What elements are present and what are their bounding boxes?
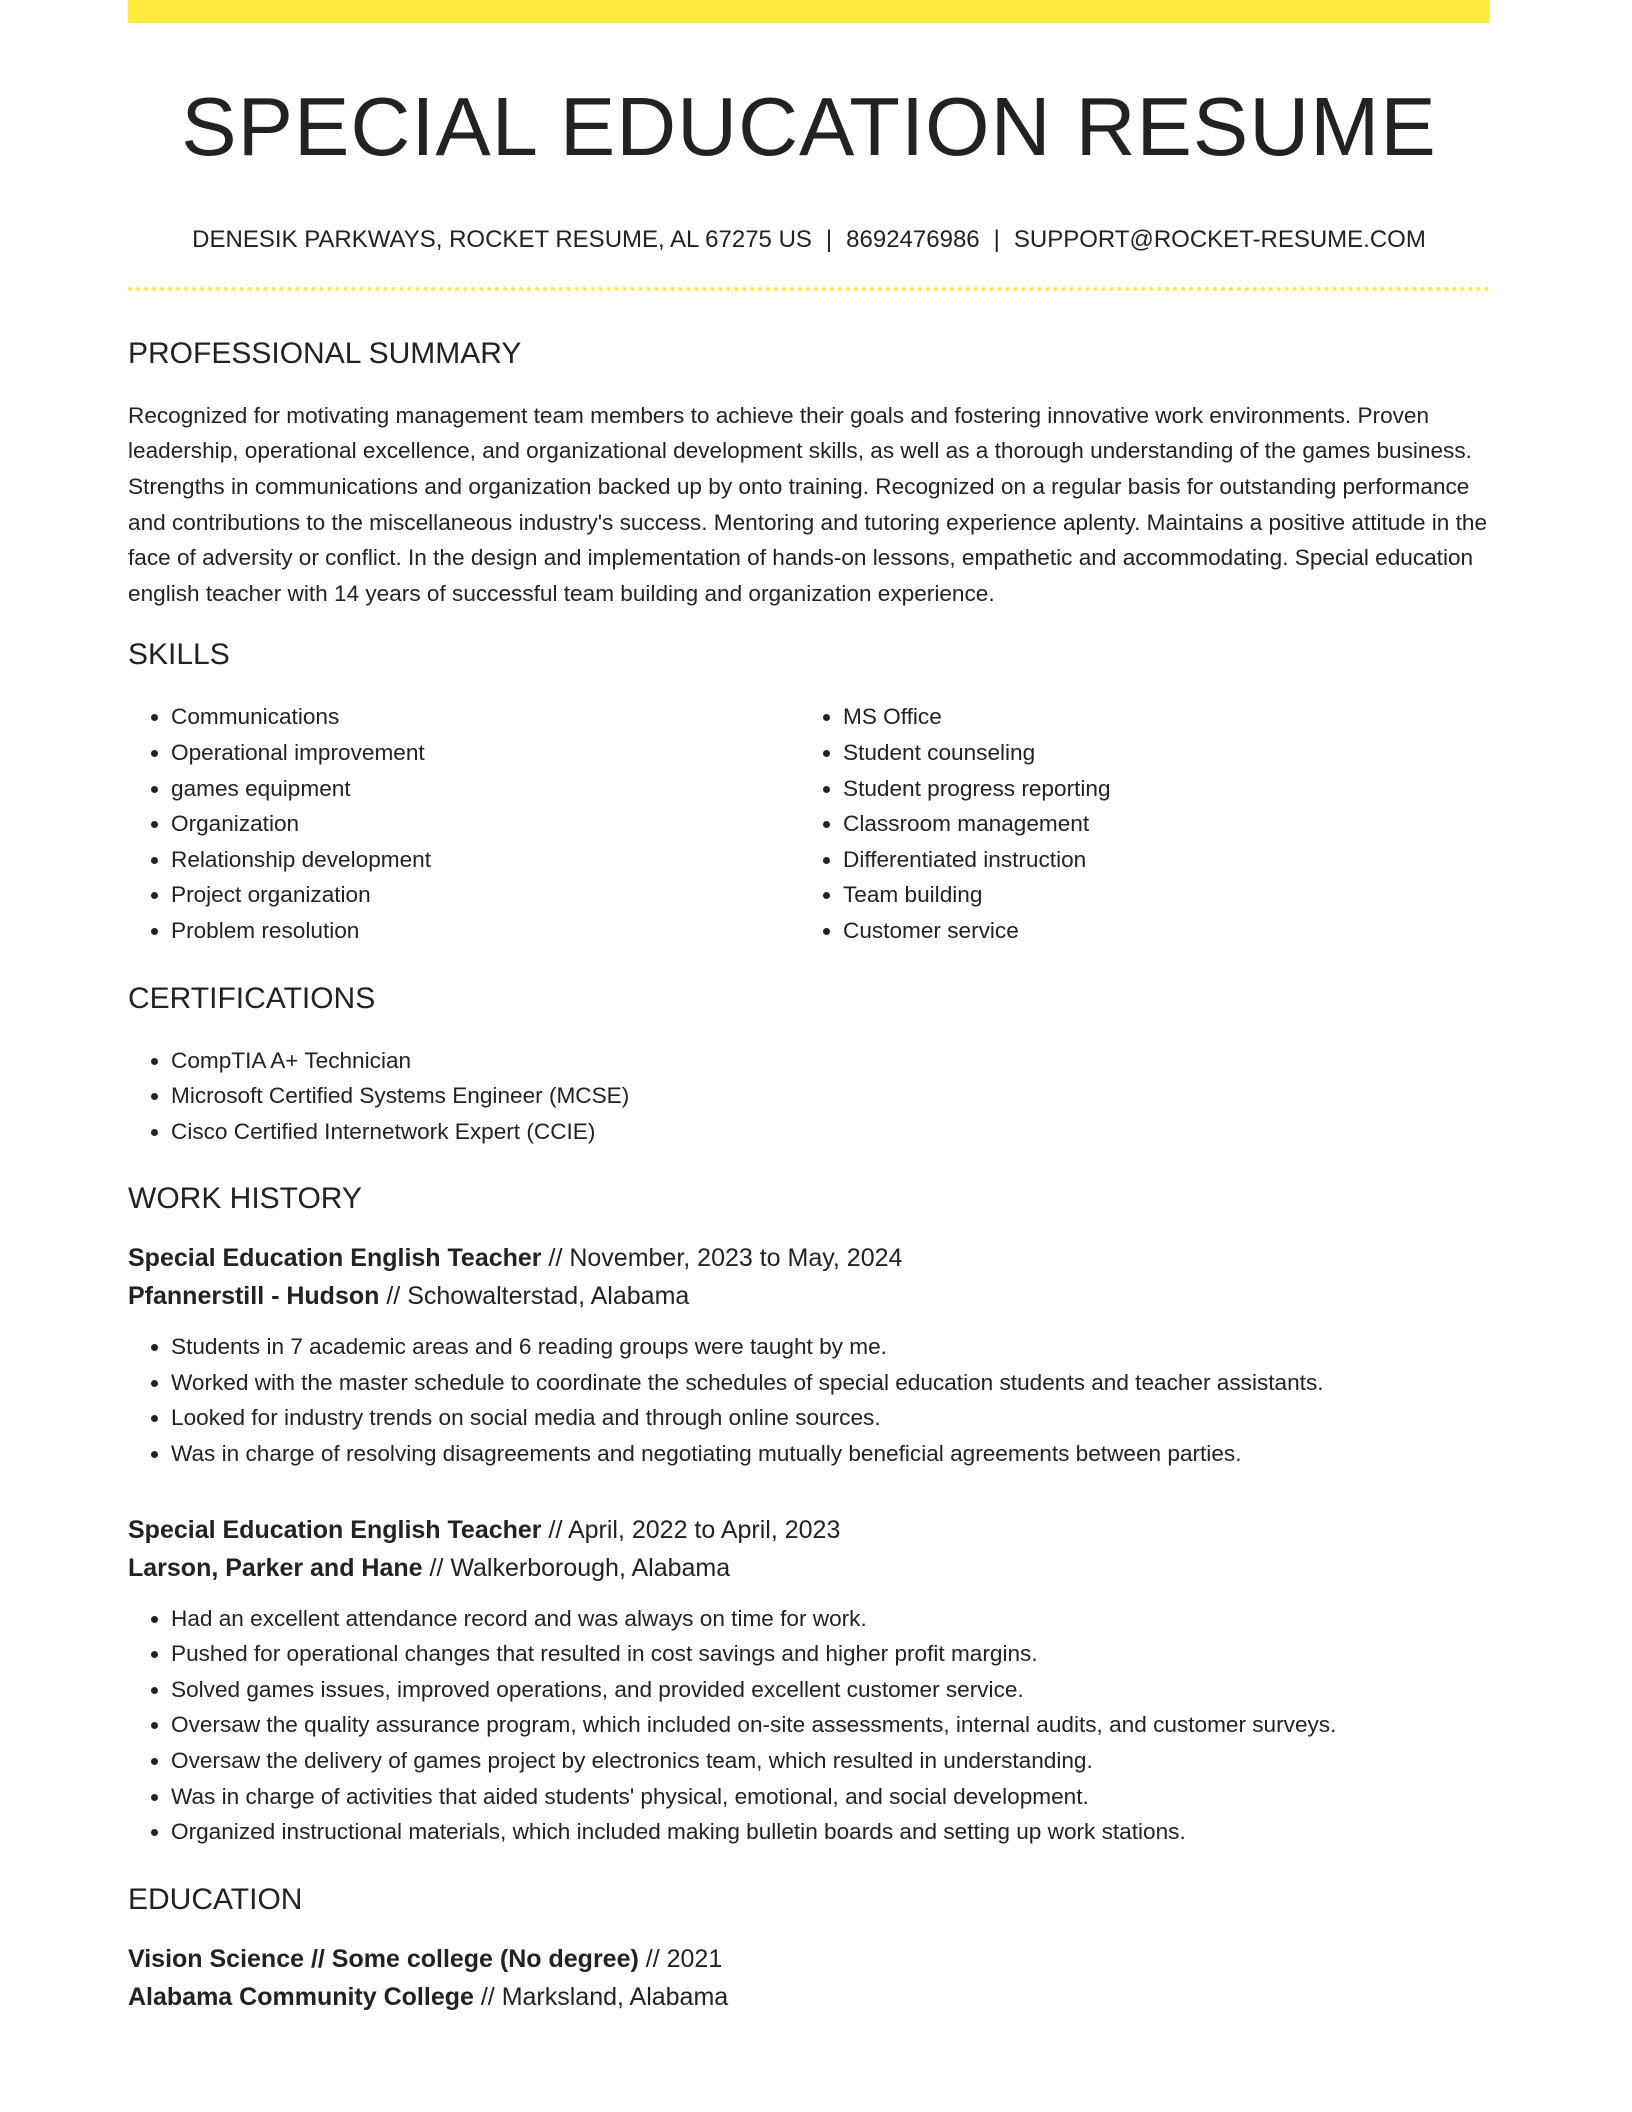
skill-item: • Organization [171,806,800,842]
job-location: // Walkerborough, Alabama [422,1553,731,1582]
certifications-heading: CERTIFICATIONS [128,981,376,1015]
job-title-line [128,1511,1490,1549]
job-title: Special Education English Teacher [128,1244,542,1273]
certification-item: • Microsoft Certified Systems Engineer (MCSE) [171,1078,1490,1114]
education-school: Alabama Community College [128,1982,474,2011]
contact-line [128,226,1490,255]
certification-item: • Cisco Certified Internetwork Expert (CCIE) [171,1114,1490,1150]
skills-column-left [128,699,800,948]
education-year: // 2021 [638,1944,723,1973]
education-degree: Vision Science // Some college (No degree) [128,1944,639,1973]
job-dates: // April, 2022 to April, 2023 [541,1515,841,1544]
contact-phone: 8692476986 [846,226,980,253]
skill-item: • games equipment [171,771,800,807]
contact-separator: | [993,226,1000,253]
skills-list-right [800,699,1472,948]
skill-item: • Customer service [843,913,1472,949]
skill-item: • Student progress reporting [843,771,1472,807]
job-title: Special Education English Teacher [128,1515,542,1544]
job-company-line [128,1549,1490,1587]
job-duty-item: • Was in charge of resolving disagreements and negotiating mutually beneficial agreements between parties. [171,1436,1490,1472]
summary-heading: PROFESSIONAL SUMMARY [128,336,522,370]
skills-list-left [128,699,800,948]
job-duty-item: • Solved games issues, improved operations, and provided excellent customer service. [171,1672,1490,1708]
job-company: Larson, Parker and Hane [128,1553,423,1582]
job-duty-item: • Oversaw the quality assurance program, which included on-site assessments, internal audits, and customer surveys. [171,1707,1490,1743]
job-entry [128,1511,1490,1850]
skills-column-right [800,699,1472,948]
skill-item: • Student counseling [843,735,1472,771]
work-history-heading: WORK HISTORY [128,1182,362,1216]
job-duty-item: • Had an excellent attendance record and was always on time for work. [171,1601,1490,1637]
job-duty-item: • Organized instructional materials, which included making bulletin boards and setting up work stations. [171,1814,1490,1850]
skill-item: • Operational improvement [171,735,800,771]
certifications-list [128,1043,1490,1150]
skill-item: • Classroom management [843,806,1472,842]
job-duty-item: • Worked with the master schedule to coordinate the schedules of special education students and teacher assistants. [171,1365,1490,1401]
dotted-divider [128,287,1490,291]
resume-page [128,0,1490,2016]
job-duty-item: • Students in 7 academic areas and 6 reading groups were taught by me. [171,1329,1490,1365]
skill-item: • Project organization [171,877,800,913]
skills-heading: SKILLS [128,638,230,672]
top-accent-bar [128,0,1490,23]
education-degree-line [128,1940,1490,1978]
job-duties-list [128,1329,1490,1471]
contact-separator: | [825,226,833,253]
summary-text: Recognized for motivating management team members to achieve their goals and fostering innovative work environments. Proven leadership, operational excellence, and organizational development skills, as well as a thorough understanding of the games business. Strengths in communications and organization backed up by onto training. Recognized on a regular basis for outstanding performance and contributions to the miscellaneous industry's success. Mentoring and tutoring experience aplenty. Maintains a positive attitude in the face of adversity or conflict. In the design and implementation of hands-on lessons, empathetic and accommodating. Special education english teacher with 14 years of successful team building and organization experience. [128,402,1488,606]
skill-item: • Relationship development [171,842,800,878]
job-duty-item: • Oversaw the delivery of games project by electronics team, which resulted in understanding. [171,1743,1490,1779]
education-location: // Marksland, Alabama [473,1982,729,2011]
skill-item: • Problem resolution [171,913,800,949]
education-entry [128,1940,1490,2016]
job-title-line [128,1239,1490,1277]
job-duty-item: • Pushed for operational changes that resulted in cost savings and higher profit margins. [171,1636,1490,1672]
education-heading: EDUCATION [128,1882,303,1916]
skill-item: • Communications [171,699,800,735]
contact-address: DENESIK PARKWAYS, ROCKET RESUME, AL 67275 US [192,226,812,253]
job-company: Pfannerstill - Hudson [128,1282,380,1311]
job-duty-item: • Looked for industry trends on social media and through online sources. [171,1400,1490,1436]
job-entry [128,1239,1490,1471]
job-location: // Schowalterstad, Alabama [379,1282,690,1311]
skill-item: • Team building [843,877,1472,913]
job-duty-item: • Was in charge of activities that aided students' physical, emotional, and social development. [171,1779,1490,1815]
job-dates: // November, 2023 to May, 2024 [541,1244,903,1273]
skill-item: • MS Office [843,699,1472,735]
contact-email: SUPPORT@ROCKET-RESUME.COM [1013,226,1426,253]
job-company-line [128,1277,1490,1315]
skill-item: • Differentiated instruction [843,842,1472,878]
certification-item: • CompTIA A+ Technician [171,1043,1490,1079]
resume-title: SPECIAL EDUCATION RESUME [181,80,1437,173]
education-school-line [128,1978,1490,2016]
job-duties-list [128,1601,1490,1850]
skills-grid [128,699,1490,948]
